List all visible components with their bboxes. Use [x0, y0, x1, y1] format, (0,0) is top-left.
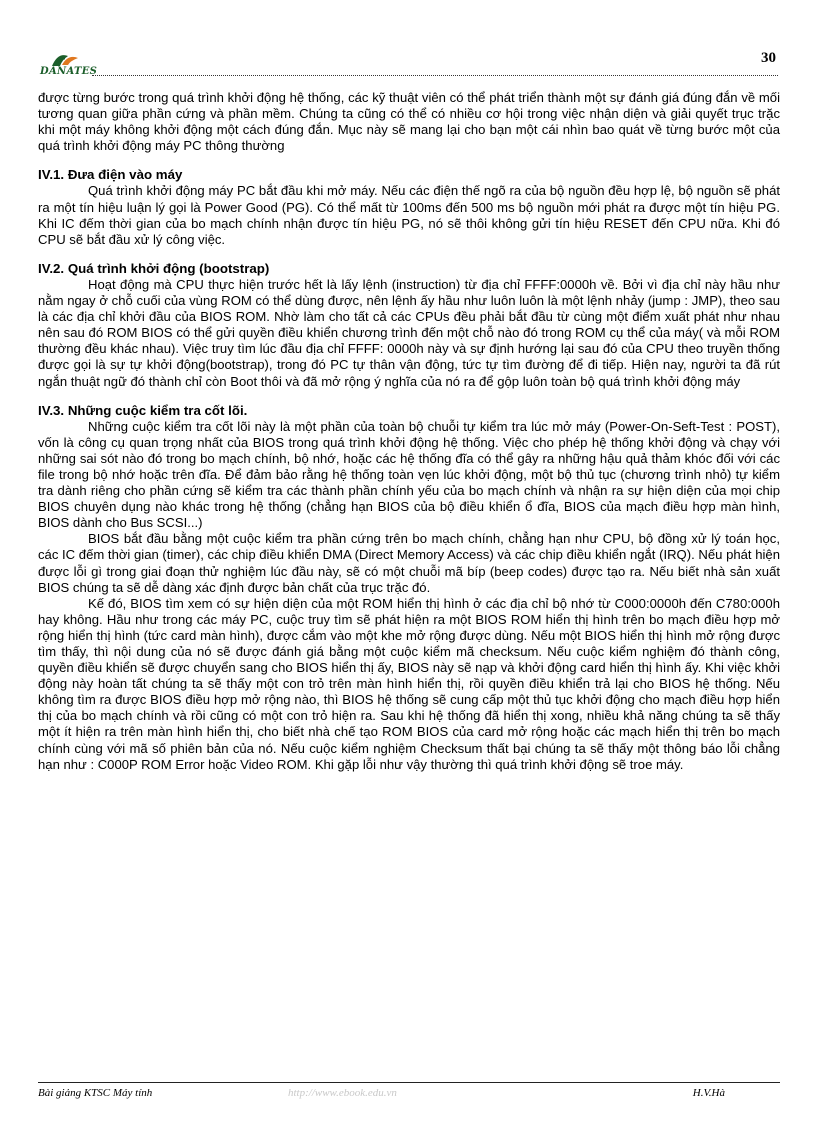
footer-watermark-url: http://www.ebook.edu.vn — [288, 1087, 397, 1099]
page-footer — [38, 1082, 780, 1106]
paragraph: Kế đó, BIOS tìm xem có sự hiện diện của một ROM hiển thị hình ở các địa chỉ bộ nhớ từ C000:0000h đến C780:000h hay không. Hầu như trong các máy PC, cuộc truy tìm sẽ phát hiện ra một BIOS ROM hiển thị hình trên bo mạch điều hợp mở rộng hiển thị hình (tức card màn hình), được cắm vào một khe mở rộng được dùng. Nếu một BIOS hiển thị hình mở rộng được tìm thấy, thì nội dung của nó sẽ được đánh giá bằng một cuộc kiểm mã checksum. Nếu cuộc kiểm nghiệm đó thành công, quyền điều khiển sẽ được chuyển sang cho BIOS hiển thị ấy, BIOS này sẽ nạp và khởi động card hiển thị hình ấy. Khi việc khởi động này hoàn tất chúng ta sẽ thấy một con trỏ trên màn hình hiển thị, rồi quyền điều khiển trả lại cho BIOS hệ thống. Nếu không tìm ra được BIOS điều hợp mở rộng nào, thì BIOS hệ thống sẽ cung cấp một thủ tục khởi động cho mạch điều hợp hiển thị của bo mạch chính và rồi cũng có một con trỏ hiện ra. Sau khi hệ thống đã hiển thị xong, nhiều khả năng chúng ta sẽ thấy một ít hiện ra trên màn hình hiển thị, cho biết nhà chế tạo ROM BIOS của card mở rộng hoặc các mạch hiển thị trên bo mạch chính cùng với mã số phiên bản của nó. Nếu cuộc kiểm nghiệm Checksum thất bại chúng ta sẽ thấy một thông báo lỗi chẳng hạn như : C000P ROM Error hoặc Video ROM. Khi gặp lỗi như vậy thường thì quá trình khởi động sẽ troe máy. — [38, 595, 780, 772]
paragraph: Những cuộc kiểm tra cốt lõi này là một phần của toàn bộ chuỗi tự kiểm tra lúc mở máy (Power-On-Seft-Test : POST), vốn là công cụ quan trọng nhất của BIOS trong quá trình khởi động hệ thống. Việc cho phép hệ thống khởi động và chạy với những sai sót nào đó trong bo mạch chính, bộ nhớ, hoặc các hệ thống đĩa có thể gây ra những hậu quả thảm khóc đối với các file trong bộ nhớ hoặc trên đĩa. Để đảm bảo rằng hệ thống toàn vẹn lúc khởi động, một bộ thủ tục (chương trình nhỏ) tự kiểm tra dành riêng cho phần cứng sẽ kiểm tra các thành phần chính yếu của bo mạch chính và nhận ra sự hiện diện của mọi chip BIOS chuyên dụng nào khác trong hệ thống (chẳng hạn BIOS của bộ điều khiển ổ đĩa, BIOS của mạch điều hợp màn hình, BIOS dành cho Bus SCSI...) — [38, 418, 780, 531]
section-heading-iv3: IV.3. Những cuộc kiểm tra cốt lõi. — [38, 402, 248, 418]
footer-course-title: Bài giảng KTSC Máy tính — [38, 1087, 153, 1099]
logo-text: DANATES — [40, 66, 98, 77]
danates-logo — [38, 50, 98, 84]
section-heading-iv1: IV.1. Đưa điện vào máy — [38, 167, 183, 183]
page-body — [38, 90, 780, 773]
paragraph: BIOS bắt đầu bằng một cuộc kiểm tra phần cứng trên bo mạch chính, chẳng hạn như CPU, bộ đồng xử lý toán học, các IC đếm thời gian (timer), các chip điều khiển DMA (Direct Memory Access) và các chip điều khiển ngắt (IRQ). Nếu phát hiện được lỗi gì trong giai đoạn thử nghiệm lúc đầu này, sẽ có một chuỗi mã bíp (beep codes) được tạo ra. Nếu biết nhà sản xuất BIOS chúng ta sẽ dễ dàng xác định được bản chất của trục trặc đó. — [38, 531, 780, 595]
intro-paragraph: được từng bước trong quá trình khởi động hệ thống, các kỹ thuật viên có thể phát triển thành một sự đánh giá đúng đắn về mối tương quan giữa phần cứng và phần mềm. Chúng ta cũng có thể có nhiều cơ hội trong việc nhận diện và giải quyết trục trặc khi một máy không khởi động một cách đúng đắn. Mục này sẽ mang lại cho bạn một cái nhìn bao quát về từng bước một của quá trình khởi động máy PC thông thường — [38, 90, 780, 154]
footer-divider — [38, 1082, 780, 1083]
section-heading-iv2: IV.2. Quá trình khởi động (bootstrap) — [38, 260, 270, 276]
paragraph: Quá trình khởi động máy PC bắt đầu khi mở máy. Nếu các điện thế ngõ ra của bộ nguồn đều hợp lệ, bộ nguồn sẽ phát ra một tín hiệu luận lý gọi là Power Good (PG). Có thể mất từ 100ms đến 500 ms bộ nguồn mới phát ra được một tín hiệu PG. Khi IC đếm thời gian của bo mạch chính nhận được tín hiệu PG, nó sẽ thôi không gửi tín hiệu RESET đến CPU nữa. Khi đó CPU sẽ bắt đầu xử lý công việc. — [38, 183, 780, 247]
header-divider — [92, 75, 778, 76]
page-header — [38, 44, 778, 88]
page-number: 30 — [761, 50, 776, 66]
footer-author: H.V.Hà — [692, 1087, 725, 1099]
paragraph: Hoạt động mà CPU thực hiện trước hết là lấy lệnh (instruction) từ địa chỉ FFFF:0000h về. Bởi vì địa chỉ này hầu như nằm ngay ở chỗ cuối của vùng ROM có thể dùng được, nên lệnh ấy hầu như luôn luôn là một lệnh nhảy (jump : JMP), theo sau là các địa chỉ khởi đầu của BIOS ROM. Nhờ làm cho tất cả các CPUs đều phải bắt đầu từ cùng một điểm xuất phát như nhau nên sau đó ROM BIOS có thể gửi quyền điều khiển chương trình đến một chỗ nào đó trong ROM cụ thể của máy( và mỗi ROM thường đều khác nhau). Việc truy tìm lúc đầu địa chỉ FFFF: 0000h này và sự định hướng lại sau đó của CPU theo truyền thống được gọi là sự tự khởi động(bootstrap), trong đó PC tự thân vận động, tức tự tìm đường để đi tiếp. Hiện nay, người ta đã rút ngắn thuật ngữ đó thành chỉ còn Boot thôi và đã mở rộng ý nghĩa của nó ra để gộp luôn toàn bộ quá trình khởi động máy — [38, 276, 780, 389]
